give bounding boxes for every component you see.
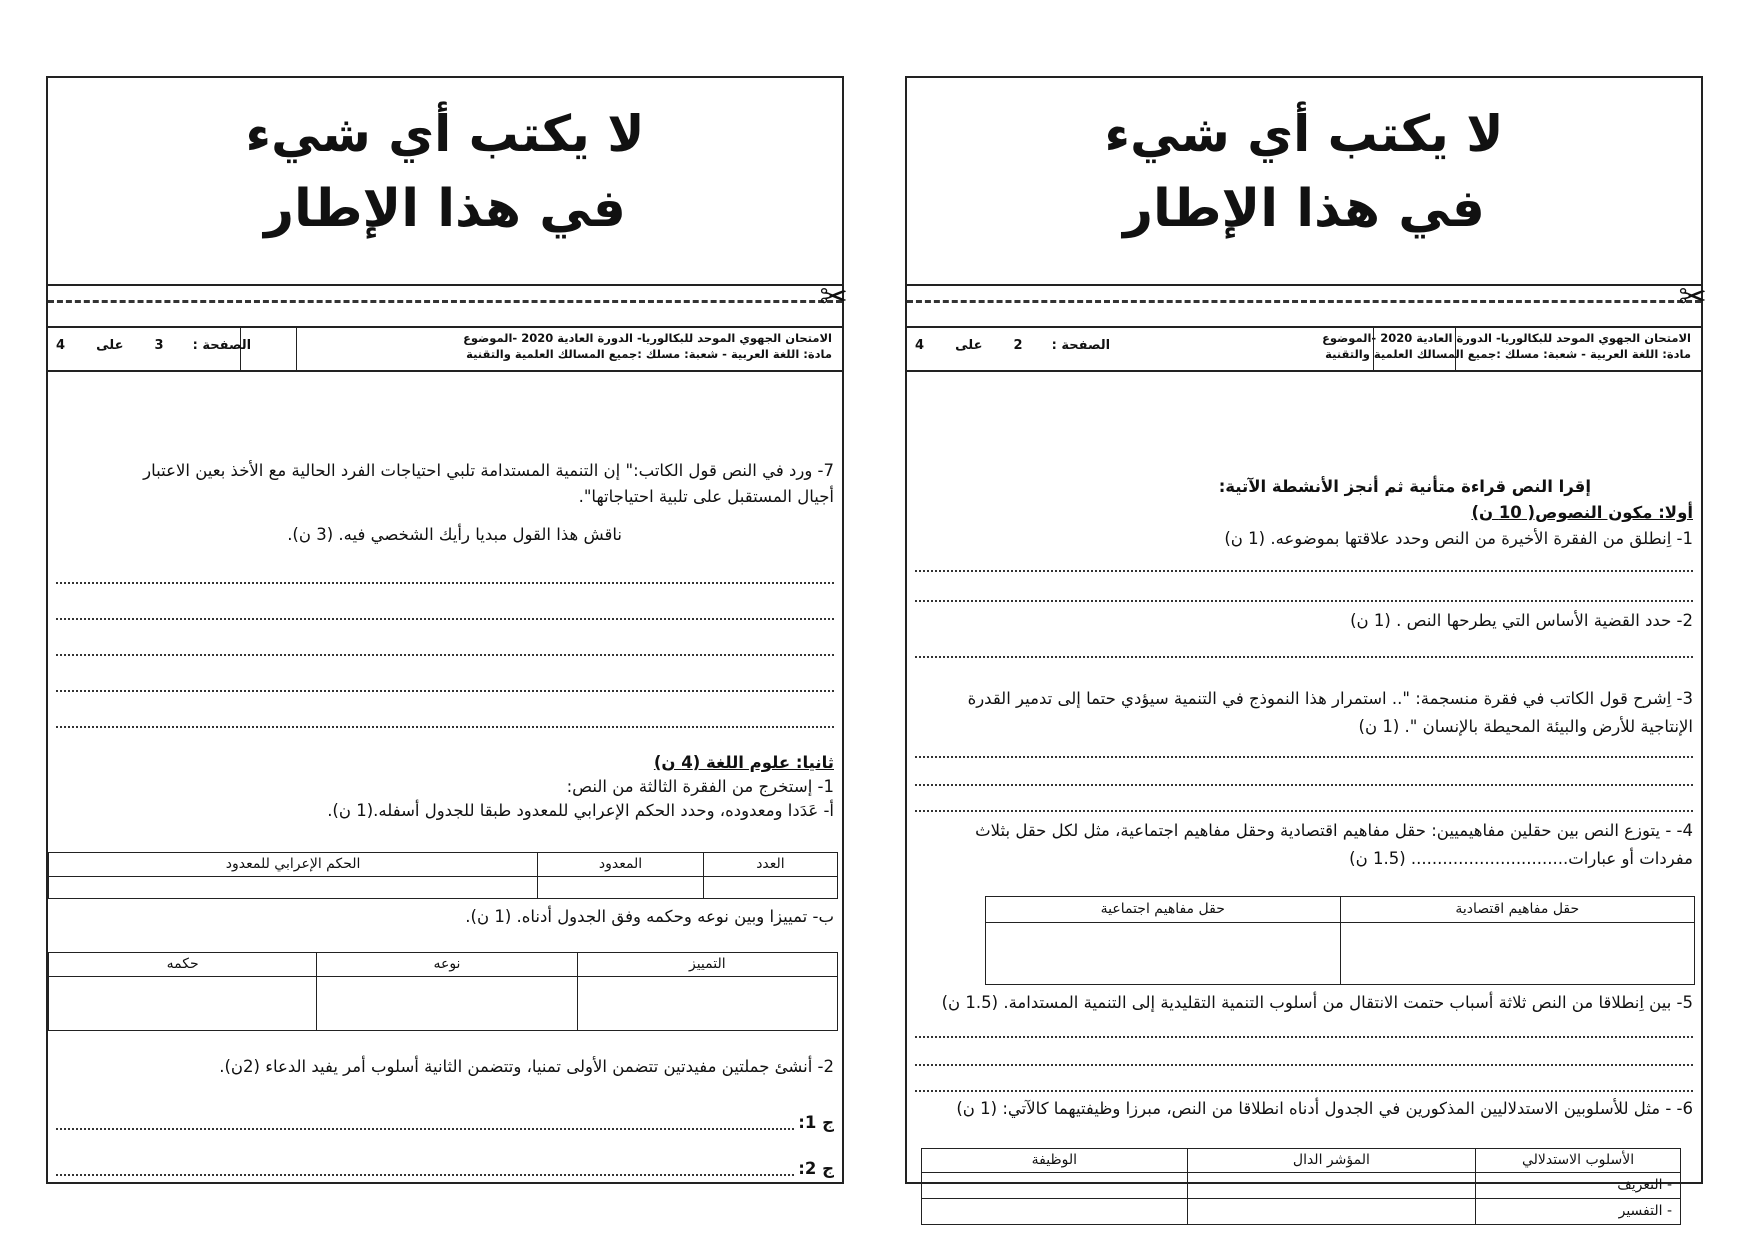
- table-header: حقل مفاهيم اجتماعية: [986, 897, 1341, 923]
- no-writing-line2: في هذا الإطار: [264, 179, 626, 239]
- total-pages: 4: [56, 338, 66, 353]
- no-writing-line2: في هذا الإطار: [1123, 179, 1485, 239]
- answer-line: [915, 570, 1693, 572]
- no-writing-line1: لا يكتب أي شيء: [245, 105, 645, 163]
- table-cell: [986, 923, 1341, 985]
- sentence-1-label: ج 1:: [798, 1113, 834, 1132]
- scissors-icon: ✂: [819, 277, 848, 317]
- question-3-line1: 3- اِشرح قول الكاتب في فقرة منسجمة: ".. استمرار هذا النموذج في التنمية سيؤدي حتما إلى تدمير القدرة: [967, 689, 1693, 708]
- answer-line: [915, 784, 1693, 786]
- scissors-icon: ✂: [1678, 277, 1707, 317]
- answer-line: [56, 1128, 794, 1130]
- number-table: [48, 852, 838, 899]
- answer-line: [915, 600, 1693, 602]
- page-indicator: [915, 338, 1110, 353]
- answer-line: [915, 756, 1693, 758]
- cut-line: [48, 300, 842, 303]
- page-label: الصفحة :: [1051, 338, 1111, 353]
- exam-page-3: [46, 76, 848, 1184]
- answer-line: [56, 654, 834, 656]
- answer-line: [56, 690, 834, 692]
- table-cell: [703, 877, 837, 899]
- question-5: 5- بين اِنطلاقا من النص ثلاثة أسباب حتمت الانتقال من أسلوب التنمية التقليدية إلى التنمية المستدامة. (1.5 ن): [941, 993, 1693, 1012]
- question-4-line1: 4- - يتوزع النص بين حقلين مفاهيميين: حقل مفاهيم اقتصادية وحقل مفاهيم اجتماعية، مثل لكل حقل بثلاث: [975, 821, 1693, 840]
- semantic-fields-table: [985, 896, 1695, 985]
- cut-line: [907, 300, 1701, 303]
- table-cell: [1340, 923, 1695, 985]
- answer-line: [915, 810, 1693, 812]
- exam-subject-line: مادة: اللغة العربية - شعبة: مسلك :جميع المسالك العلمية والتقنية: [1325, 346, 1691, 361]
- answer-line: [56, 1174, 794, 1176]
- table-header: الحكم الإعرابي للمعدود: [49, 853, 538, 877]
- of-label: على: [955, 338, 983, 353]
- table-cell: [1187, 1199, 1475, 1225]
- table-header: المؤشر الدال: [1187, 1149, 1475, 1173]
- question-7-line2: أجيال المستقبل على تلبية احتياجاتها".: [578, 487, 834, 506]
- exam-info-bar: [907, 326, 1701, 372]
- table-cell: [922, 1173, 1188, 1199]
- table-cell: [1187, 1173, 1475, 1199]
- table-cell: [922, 1199, 1188, 1225]
- question-1: 1- اِنطلق من الفقرة الأخيرة من النص وحدد علاقتها بموضوعه. (1 ن): [1224, 529, 1693, 548]
- question-3-line2: الإنتاجية للأرض والبيئة المحيطة بالإنسان ". (1 ن): [1358, 717, 1693, 736]
- table-header: الوظيفة: [922, 1149, 1188, 1173]
- info-divider: [1455, 328, 1456, 370]
- tamyeez-table: [48, 952, 838, 1031]
- page-label: الصفحة :: [192, 338, 252, 353]
- exam-subject-line: مادة: اللغة العربية - شعبة: مسلك :جميع المسالك العلمية والتقنية: [466, 346, 832, 361]
- sentence-2-label: ج 2:: [798, 1159, 834, 1178]
- question-1: 1- إستخرج من الفقرة الثالثة من النص:: [566, 777, 834, 796]
- answer-line: [915, 656, 1693, 658]
- instructions: إقرا النص قراءة متأنية ثم أنجز الأنشطة الآتية:: [1218, 477, 1591, 496]
- answer-line: [915, 1036, 1693, 1038]
- no-writing-frame: [907, 78, 1701, 286]
- table-header: المعدود: [538, 853, 704, 877]
- question-7-task: ناقش هذا القول مبديا رأيك الشخصي فيه. (3 ن).: [287, 525, 622, 544]
- exam-title-line1: الامتحان الجهوي الموحد للبكالوريا- الدورة العادية 2020 -الموضوع: [1322, 331, 1691, 345]
- question-4-line2: مفردات أو عبارات.............................. (1.5 ن): [1349, 849, 1693, 868]
- answer-line: [915, 1064, 1693, 1066]
- table-cell: [577, 977, 837, 1031]
- question-1b: ب- تمييزا وبين نوعه وحكمه وفق الجدول أدناه. (1 ن).: [465, 907, 834, 926]
- table-cell: [49, 977, 317, 1031]
- no-writing-line1: لا يكتب أي شيء: [1104, 105, 1504, 163]
- page-content: [907, 374, 1701, 1219]
- section-title: أولا: مكون النصوص( 10 ن): [1471, 503, 1693, 522]
- table-header: العدد: [703, 853, 837, 877]
- page-number: 3: [154, 338, 164, 353]
- table-header: التمييز: [577, 953, 837, 977]
- exam-title: [312, 331, 832, 362]
- table-row-label: - التفسير: [1476, 1199, 1681, 1225]
- table-row-label: - التعريف: [1476, 1173, 1681, 1199]
- exam-title-line1: الامتحان الجهوي الموحد للبكالوريا- الدورة العادية 2020 -الموضوع: [463, 331, 832, 345]
- info-divider: [296, 328, 297, 370]
- page-number: 2: [1013, 338, 1023, 353]
- reasoning-styles-table: [921, 1148, 1681, 1225]
- question-2: 2- حدد القضية الأساس التي يطرحها النص . (1 ن): [1350, 611, 1693, 630]
- table-cell: [538, 877, 704, 899]
- table-header: نوعه: [317, 953, 577, 977]
- table-header: حكمه: [49, 953, 317, 977]
- page-indicator: [56, 338, 251, 353]
- answer-line: [56, 582, 834, 584]
- answer-line: [915, 1090, 1693, 1092]
- of-label: على: [96, 338, 124, 353]
- question-1a: أ- عَدَدا ومعدوده، وحدد الحكم الإعرابي للمعدود طبقا للجدول أسفله.(1 ن).: [327, 801, 834, 820]
- answer-line: [56, 618, 834, 620]
- info-divider: [1373, 328, 1374, 370]
- table-header: حقل مفاهيم اقتصادية: [1340, 897, 1695, 923]
- page-content: [48, 374, 842, 1182]
- question-2: 2- أنشئ جملتين مفيدتين تتضمن الأولى تمنيا، وتتضمن الثانية أسلوب أمر يفيد الدعاء (2ن).: [219, 1057, 834, 1076]
- exam-title: [1171, 331, 1691, 362]
- question-6: 6- - مثل للأسلوبين الاستدلاليين المذكورين في الجدول أدناه انطلاقا من النص، مبرزا وظيفتيهما كالآتي: (1 ن): [956, 1099, 1693, 1118]
- table-header: الأسلوب الاستدلالي: [1476, 1149, 1681, 1173]
- answer-line: [56, 726, 834, 728]
- table-cell: [317, 977, 577, 1031]
- table-cell: [49, 877, 538, 899]
- exam-page-2: [905, 76, 1707, 1219]
- question-7-line1: 7- ورد في النص قول الكاتب:" إن التنمية المستدامة تلبي احتياجات الفرد الحالية مع الأخذ بعين الاعتبار: [143, 461, 834, 480]
- exam-info-bar: [48, 326, 842, 372]
- total-pages: 4: [915, 338, 925, 353]
- no-writing-frame: [48, 78, 842, 286]
- section-title: ثانيا: علوم اللغة (4 ن): [653, 753, 834, 772]
